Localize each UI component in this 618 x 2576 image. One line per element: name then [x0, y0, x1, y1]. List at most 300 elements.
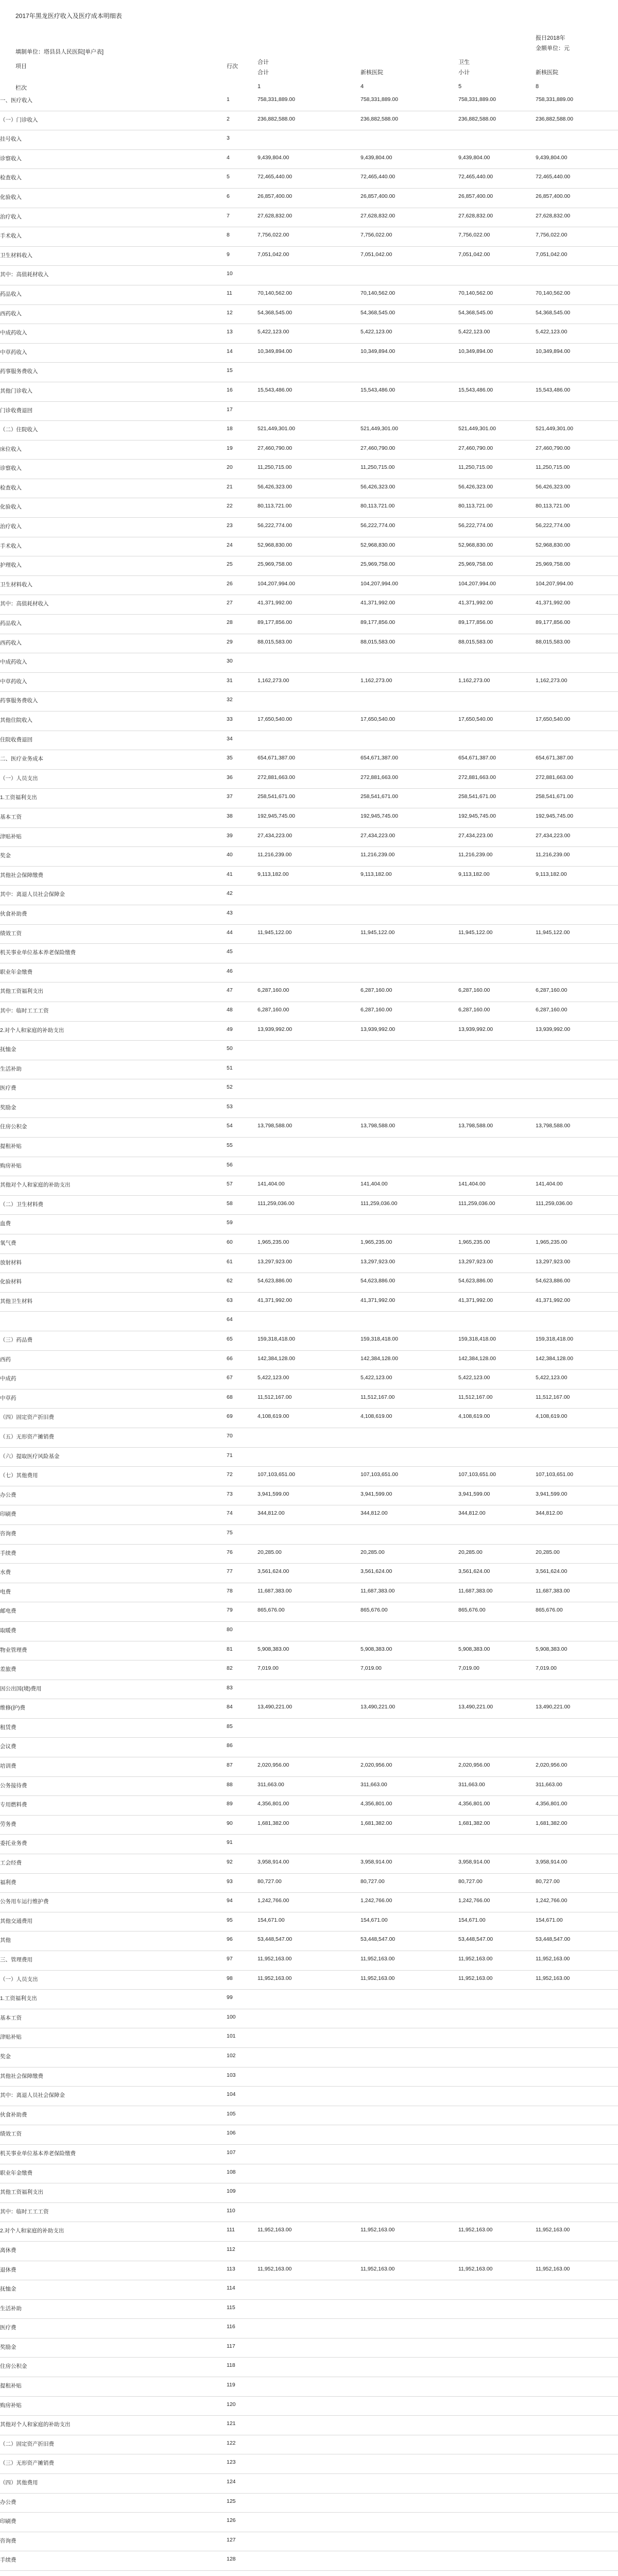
row-label: 奖金: [0, 847, 227, 867]
value-health-subtotal: [458, 1835, 536, 1854]
value-total-new: 10,349,894.00: [360, 343, 458, 363]
row-label: 其中：高值耗材收入: [0, 595, 227, 615]
value-health-new: 1,681,382.00: [536, 1815, 618, 1835]
row-number: 34: [227, 731, 258, 750]
value-total-new: [360, 266, 458, 285]
value-health-subtotal: 344,812.00: [458, 1505, 536, 1525]
value-total: 70,140,562.00: [258, 285, 360, 304]
value-total-new: 11,512,167.00: [360, 1389, 458, 1409]
table-row: [0, 1350, 618, 1370]
value-health-subtotal: 89,177,856.00: [458, 615, 536, 634]
row-label: 氧气费: [0, 1234, 227, 1254]
value-total: [258, 963, 360, 982]
value-health-new: [536, 2435, 618, 2454]
value-total-new: [360, 2106, 458, 2125]
row-label: 机关事业单位基本养老保险缴费: [0, 2144, 227, 2164]
table-row: [0, 1002, 618, 1021]
row-label: [0, 2571, 227, 2576]
value-health-new: [536, 1157, 618, 1176]
value-total-new: 1,162,273.00: [360, 672, 458, 692]
table-row: [0, 149, 618, 169]
value-health-new: [536, 2454, 618, 2474]
value-health-new: 13,798,588.00: [536, 1118, 618, 1138]
header-col-5: 5: [458, 83, 462, 90]
row-number: 125: [227, 2493, 258, 2513]
value-total: 11,687,383.00: [258, 1583, 360, 1602]
value-total-new: 11,216,239.00: [360, 847, 458, 867]
value-health-subtotal: [458, 1157, 536, 1176]
value-health-subtotal: 159,318,418.00: [458, 1331, 536, 1351]
header-col-1: 1: [258, 83, 261, 90]
row-number: [227, 2571, 258, 2576]
value-health-new: [536, 266, 618, 285]
value-total-new: [360, 905, 458, 924]
row-number: 22: [227, 498, 258, 518]
table-row: [0, 2571, 618, 2576]
value-total: 142,384,128.00: [258, 1350, 360, 1370]
row-label: 伙食补助费: [0, 905, 227, 924]
row-number: 66: [227, 1350, 258, 1370]
row-label: 物业管理费: [0, 1641, 227, 1660]
value-total-new: [360, 1621, 458, 1641]
value-total: 54,368,545.00: [258, 304, 360, 324]
value-health-subtotal: 54,368,545.00: [458, 304, 536, 324]
row-number: 110: [227, 2202, 258, 2222]
value-total-new: [360, 1718, 458, 1738]
value-health-subtotal: 41,371,992.00: [458, 1292, 536, 1312]
value-total: 141,404.00: [258, 1176, 360, 1196]
table-row: [0, 1757, 618, 1777]
table-row: [0, 711, 618, 731]
value-total-new: 758,331,889.00: [360, 92, 458, 111]
row-number: 4: [227, 149, 258, 169]
value-health-new: 27,460,790.00: [536, 440, 618, 460]
header-sub-new-2: 新核医院: [536, 70, 558, 76]
row-number: 30: [227, 653, 258, 673]
row-number: 106: [227, 2125, 258, 2145]
table-row: [0, 672, 618, 692]
value-health-new: [536, 2474, 618, 2494]
row-number: 108: [227, 2164, 258, 2183]
value-total-new: 41,371,992.00: [360, 1292, 458, 1312]
header-row-no: 行次: [227, 63, 238, 70]
row-number: 19: [227, 440, 258, 460]
value-health-new: 104,207,994.00: [536, 575, 618, 595]
row-label: 基本工资: [0, 808, 227, 827]
value-total-new: 344,812.00: [360, 1505, 458, 1525]
value-total-new: 89,177,856.00: [360, 615, 458, 634]
table-row: [0, 575, 618, 595]
row-number: 21: [227, 479, 258, 498]
value-total: 27,434,223.00: [258, 827, 360, 847]
value-health-new: 111,259,036.00: [536, 1195, 618, 1215]
value-total: 13,490,221.00: [258, 1699, 360, 1719]
row-label: 其他: [0, 1931, 227, 1951]
table-row: [0, 2183, 618, 2203]
value-total-new: 20,285.00: [360, 1544, 458, 1564]
row-number: 95: [227, 1912, 258, 1931]
row-number: 80: [227, 1621, 258, 1641]
row-number: 78: [227, 1583, 258, 1602]
table-row: [0, 2299, 618, 2319]
value-total-new: [360, 2183, 458, 2203]
value-total: [258, 1079, 360, 1099]
row-label: （七）其他费用: [0, 1467, 227, 1486]
value-health-new: [536, 2028, 618, 2048]
row-label: 中草药收入: [0, 343, 227, 363]
value-total-new: 521,449,301.00: [360, 421, 458, 440]
value-total-new: 3,941,599.00: [360, 1486, 458, 1505]
row-label: 电费: [0, 1583, 227, 1602]
value-health-subtotal: 6,287,160.00: [458, 1002, 536, 1021]
table-row: [0, 905, 618, 924]
table-row: [0, 2513, 618, 2532]
row-number: 104: [227, 2087, 258, 2106]
value-health-subtotal: [458, 1060, 536, 1079]
table-row: [0, 1951, 618, 1971]
row-label: 公务用车运行维护费: [0, 1893, 227, 1912]
value-health-new: [536, 130, 618, 150]
row-number: 70: [227, 1428, 258, 1447]
row-number: 53: [227, 1098, 258, 1118]
row-number: 102: [227, 2047, 258, 2067]
table-row: [0, 1931, 618, 1951]
table-row: [0, 2396, 618, 2416]
row-label: 提租补贴: [0, 2377, 227, 2397]
value-health-new: 72,465,440.00: [536, 169, 618, 189]
table-row: [0, 2106, 618, 2125]
row-number: 46: [227, 963, 258, 982]
value-health-new: 154,671.00: [536, 1912, 618, 1931]
value-health-new: 53,448,547.00: [536, 1931, 618, 1951]
value-total-new: [360, 2202, 458, 2222]
row-label: 会议费: [0, 1738, 227, 1757]
row-number: 52: [227, 1079, 258, 1099]
value-total-new: [360, 1738, 458, 1757]
row-label: 抚恤金: [0, 1041, 227, 1060]
value-health-new: 54,368,545.00: [536, 304, 618, 324]
value-total-new: 88,015,583.00: [360, 634, 458, 653]
value-health-new: 4,108,619.00: [536, 1409, 618, 1428]
value-health-new: 27,434,223.00: [536, 827, 618, 847]
value-health-new: 11,952,163.00: [536, 1970, 618, 1990]
row-label: 诊察收入: [0, 460, 227, 479]
value-health-subtotal: 80,113,721.00: [458, 498, 536, 518]
table-row: [0, 1157, 618, 1176]
row-number: 33: [227, 711, 258, 731]
value-health-subtotal: [458, 2067, 536, 2087]
row-label: 奖励金: [0, 2338, 227, 2358]
row-number: 91: [227, 1835, 258, 1854]
table-row: [0, 692, 618, 711]
value-health-subtotal: 3,941,599.00: [458, 1486, 536, 1505]
value-total-new: [360, 2280, 458, 2300]
row-label: 离休费: [0, 2241, 227, 2261]
row-number: 57: [227, 1176, 258, 1196]
row-number: 3: [227, 130, 258, 150]
value-total-new: 6,287,160.00: [360, 1002, 458, 1021]
row-number: 40: [227, 847, 258, 867]
value-total-new: 3,958,914.00: [360, 1854, 458, 1874]
value-total-new: [360, 2571, 458, 2576]
value-total: 3,958,914.00: [258, 1854, 360, 1874]
row-label: 其他社会保障缴费: [0, 2067, 227, 2087]
row-label: 床位收入: [0, 440, 227, 460]
value-total: 1,162,273.00: [258, 672, 360, 692]
row-label: 治疗收入: [0, 208, 227, 227]
row-number: 103: [227, 2067, 258, 2087]
value-health-new: [536, 1312, 618, 1331]
row-number: 23: [227, 518, 258, 537]
value-total-new: [360, 2474, 458, 2494]
value-health-new: 5,422,123.00: [536, 324, 618, 344]
row-number: 24: [227, 537, 258, 556]
value-health-subtotal: 107,103,651.00: [458, 1467, 536, 1486]
row-label: 其中：离退人员社会保障金: [0, 886, 227, 905]
value-total-new: 3,561,624.00: [360, 1564, 458, 1583]
table-row: [0, 1990, 618, 2009]
table-row: [0, 246, 618, 266]
value-health-new: [536, 2280, 618, 2300]
row-label: 药事服务费收入: [0, 363, 227, 382]
value-health-subtotal: [458, 1621, 536, 1641]
value-total-new: 27,460,790.00: [360, 440, 458, 460]
value-total: 258,541,671.00: [258, 789, 360, 808]
value-total-new: [360, 2319, 458, 2338]
value-total-new: 11,687,383.00: [360, 1583, 458, 1602]
table-row: [0, 750, 618, 770]
row-number: 79: [227, 1602, 258, 1622]
table-row: [0, 924, 618, 944]
value-health-subtotal: [458, 2493, 536, 2513]
value-health-new: [536, 944, 618, 963]
row-number: 107: [227, 2144, 258, 2164]
row-number: 18: [227, 421, 258, 440]
value-total: 9,439,804.00: [258, 149, 360, 169]
value-total: [258, 1738, 360, 1757]
row-number: 89: [227, 1796, 258, 1816]
value-health-new: [536, 2009, 618, 2028]
table-row: [0, 324, 618, 344]
value-total: 27,460,790.00: [258, 440, 360, 460]
value-total-new: 11,945,122.00: [360, 924, 458, 944]
value-total-new: 5,422,123.00: [360, 1370, 458, 1389]
row-number: 92: [227, 1854, 258, 1874]
row-label: 奖金: [0, 2047, 227, 2067]
row-number: 73: [227, 1486, 258, 1505]
row-number: 41: [227, 866, 258, 886]
table-row: [0, 111, 618, 130]
value-total: 311,663.00: [258, 1776, 360, 1796]
row-label: 其他对个人和家庭的补助支出: [0, 2416, 227, 2435]
table-row: [0, 1331, 618, 1351]
table-row: [0, 2319, 618, 2338]
row-number: 10: [227, 266, 258, 285]
value-health-new: 6,287,160.00: [536, 1002, 618, 1021]
value-health-new: 54,623,886.00: [536, 1273, 618, 1293]
row-number: 5: [227, 169, 258, 189]
value-health-new: [536, 2299, 618, 2319]
row-label: 2.对个人和家庭的补助支出: [0, 2222, 227, 2242]
value-health-subtotal: 27,460,790.00: [458, 440, 536, 460]
value-total: 272,881,663.00: [258, 769, 360, 789]
value-health-new: [536, 2571, 618, 2576]
value-health-subtotal: 1,965,235.00: [458, 1234, 536, 1254]
row-label: 维修(护)费: [0, 1699, 227, 1719]
value-total: 72,465,440.00: [258, 169, 360, 189]
table-row: [0, 208, 618, 227]
table-row: [0, 1815, 618, 1835]
value-total-new: 4,108,619.00: [360, 1409, 458, 1428]
value-total: [258, 1447, 360, 1467]
value-total-new: 11,952,163.00: [360, 1970, 458, 1990]
row-label: 其中：临时工工工资: [0, 1002, 227, 1021]
row-label: 门诊收费退回: [0, 401, 227, 421]
value-total: [258, 363, 360, 382]
value-health-subtotal: [458, 2299, 536, 2319]
value-health-new: 865,676.00: [536, 1602, 618, 1622]
value-total: 4,356,801.00: [258, 1796, 360, 1816]
value-total: 11,952,163.00: [258, 1970, 360, 1990]
value-health-new: 11,687,383.00: [536, 1583, 618, 1602]
value-total: [258, 1138, 360, 1157]
row-label: 生活补助: [0, 1060, 227, 1079]
table-row: [0, 1835, 618, 1854]
row-label: 其他工资福利支出: [0, 982, 227, 1002]
row-label: 其他门诊收入: [0, 382, 227, 401]
value-total: 80,727.00: [258, 1873, 360, 1893]
row-label: 印刷费: [0, 2513, 227, 2532]
table-row: [0, 1060, 618, 1079]
table-row: [0, 2202, 618, 2222]
row-label: 手术收入: [0, 227, 227, 247]
value-health-subtotal: 11,952,163.00: [458, 2261, 536, 2280]
value-health-new: [536, 1079, 618, 1099]
value-total-new: 11,250,715.00: [360, 460, 458, 479]
row-label: 药品收入: [0, 285, 227, 304]
value-health-new: 11,952,163.00: [536, 2222, 618, 2242]
row-label: 其他对个人和家庭的补助支出: [0, 1176, 227, 1196]
value-total: 41,371,992.00: [258, 595, 360, 615]
table-row: [0, 2358, 618, 2377]
value-health-new: 10,349,894.00: [536, 343, 618, 363]
value-health-new: [536, 2416, 618, 2435]
table-row: [0, 382, 618, 401]
value-health-subtotal: [458, 1680, 536, 1699]
value-health-new: 3,561,624.00: [536, 1564, 618, 1583]
row-label: 诊察收入: [0, 149, 227, 169]
value-total: 104,207,994.00: [258, 575, 360, 595]
cost-table-body: [0, 92, 618, 2576]
row-label: 中成药收入: [0, 653, 227, 673]
value-total-new: [360, 2513, 458, 2532]
value-total-new: [360, 2551, 458, 2571]
value-total: [258, 1835, 360, 1854]
value-total-new: 56,222,774.00: [360, 518, 458, 537]
table-row: [0, 266, 618, 285]
row-label: 咨询费: [0, 1524, 227, 1544]
value-health-new: 13,297,923.00: [536, 1253, 618, 1273]
value-total: 17,650,540.00: [258, 711, 360, 731]
value-total-new: 865,676.00: [360, 1602, 458, 1622]
value-total: 11,952,163.00: [258, 2261, 360, 2280]
value-health-subtotal: 7,019.00: [458, 1660, 536, 1680]
row-number: 7: [227, 208, 258, 227]
value-health-new: 41,371,992.00: [536, 595, 618, 615]
value-health-new: 56,222,774.00: [536, 518, 618, 537]
row-label: 1.工资福利支出: [0, 789, 227, 808]
value-total-new: 2,020,956.00: [360, 1757, 458, 1777]
value-total: [258, 886, 360, 905]
value-health-new: [536, 1680, 618, 1699]
value-health-new: [536, 2377, 618, 2397]
value-total: [258, 2571, 360, 2576]
value-health-subtotal: 11,952,163.00: [458, 2222, 536, 2242]
value-health-subtotal: [458, 2144, 536, 2164]
value-total-new: 11,952,163.00: [360, 2261, 458, 2280]
value-total-new: [360, 963, 458, 982]
value-health-subtotal: [458, 1215, 536, 1234]
value-health-subtotal: 192,945,745.00: [458, 808, 536, 827]
table-row: [0, 1467, 618, 1486]
row-label: 生活补助: [0, 2299, 227, 2319]
value-health-subtotal: [458, 2047, 536, 2067]
value-total: [258, 1157, 360, 1176]
table-row: [0, 1641, 618, 1660]
row-label: 租赁费: [0, 1718, 227, 1738]
value-total-new: 54,623,886.00: [360, 1273, 458, 1293]
table-row: [0, 285, 618, 304]
value-health-new: 192,945,745.00: [536, 808, 618, 827]
row-number: 97: [227, 1951, 258, 1971]
row-number: 54: [227, 1118, 258, 1138]
row-label: （二）固定资产折旧费: [0, 2435, 227, 2454]
value-health-subtotal: [458, 2028, 536, 2048]
row-number: 2: [227, 111, 258, 130]
value-total: [258, 2144, 360, 2164]
value-health-new: 1,965,235.00: [536, 1234, 618, 1254]
value-health-subtotal: 26,857,400.00: [458, 188, 536, 208]
value-health-new: 758,331,889.00: [536, 92, 618, 111]
value-total: 1,965,235.00: [258, 1234, 360, 1254]
row-number: 119: [227, 2377, 258, 2397]
value-total-new: [360, 2338, 458, 2358]
row-label: 中成药收入: [0, 324, 227, 344]
value-health-new: 142,384,128.00: [536, 1350, 618, 1370]
value-total: 2,020,956.00: [258, 1757, 360, 1777]
row-number: 101: [227, 2028, 258, 2048]
value-total-new: [360, 1447, 458, 1467]
value-health-new: [536, 653, 618, 673]
value-health-subtotal: 52,968,830.00: [458, 537, 536, 556]
value-health-subtotal: [458, 2551, 536, 2571]
value-total: [258, 1098, 360, 1118]
table-row: [0, 363, 618, 382]
row-label: 医疗费: [0, 1079, 227, 1099]
value-health-new: 80,727.00: [536, 1873, 618, 1893]
table-row: [0, 1699, 618, 1719]
table-row: [0, 421, 618, 440]
value-health-new: 1,242,766.00: [536, 1893, 618, 1912]
value-health-subtotal: 758,331,889.00: [458, 92, 536, 111]
value-total-new: 7,756,022.00: [360, 227, 458, 247]
row-number: 114: [227, 2280, 258, 2300]
row-number: 120: [227, 2396, 258, 2416]
value-health-subtotal: 4,108,619.00: [458, 1409, 536, 1428]
value-total: 11,952,163.00: [258, 1951, 360, 1971]
table-row: [0, 1021, 618, 1041]
value-total-new: 142,384,128.00: [360, 1350, 458, 1370]
